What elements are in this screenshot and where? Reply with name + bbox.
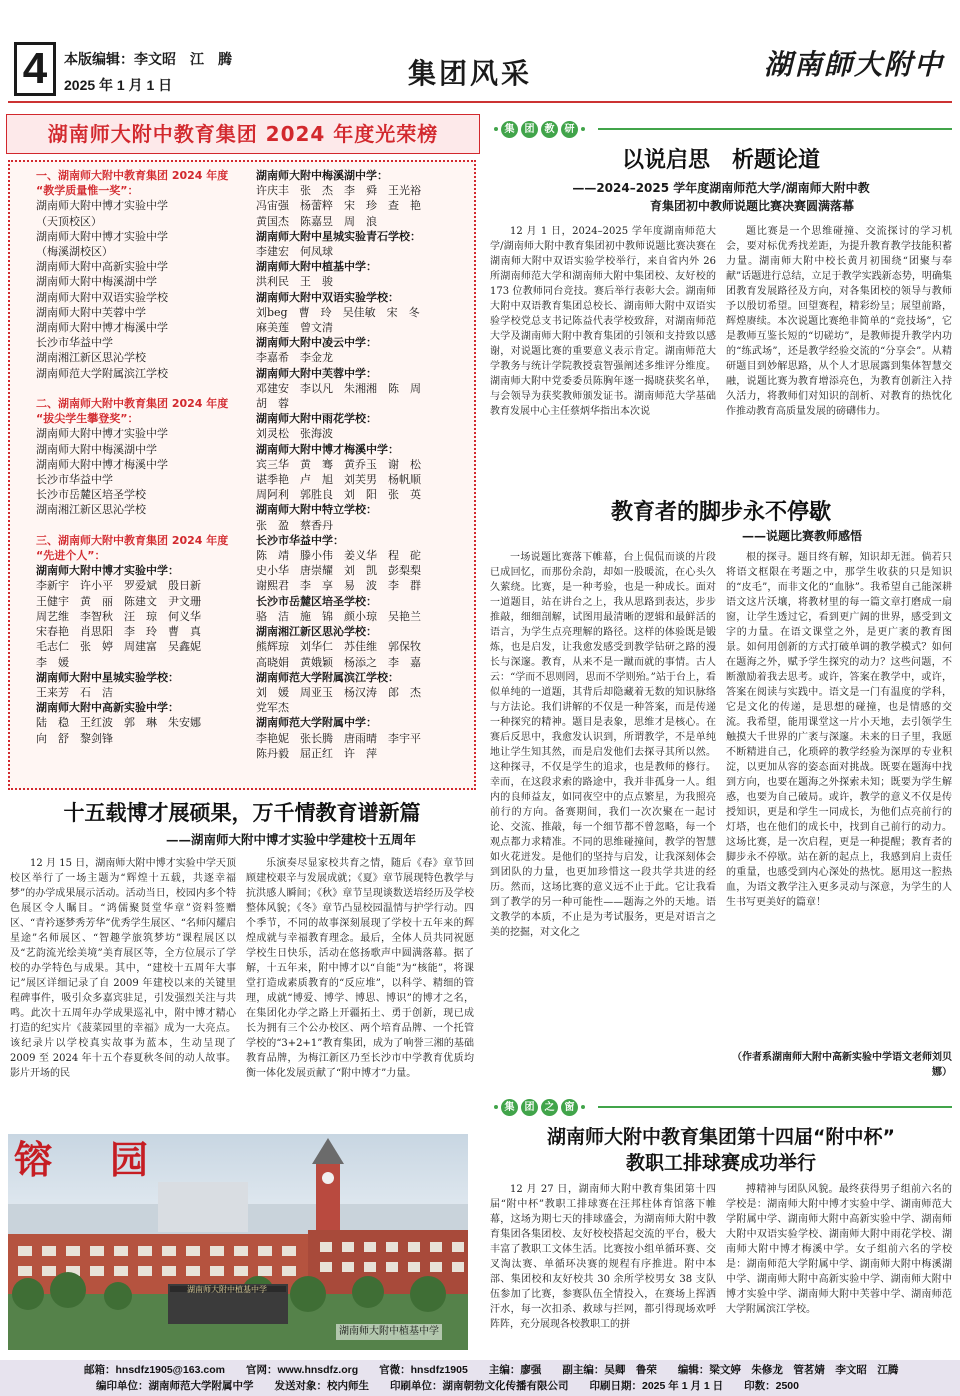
honor-school-heading: 湖南师大附中特立学校： xyxy=(256,503,377,517)
photo-caption: 湖南师大附中植基中学 xyxy=(336,1324,442,1340)
gate-text: 湖南师大附中植基中学 xyxy=(187,1285,267,1294)
article1-subtitle-2: 育集团初中教师说题比赛决赛圆满落幕 xyxy=(649,199,854,213)
honor-entry: （天顶校区） xyxy=(36,214,102,228)
honor-entry: 冯宙强 杨蕾粹 宋 珍 查 艳 xyxy=(256,199,421,213)
honor-school-heading: 长沙市华益中学： xyxy=(256,533,344,547)
article2-title: 教育者的脚步永不停歇 xyxy=(610,500,831,525)
honor-entry: 刘 媛 周亚玉 杨汉涛 郎 杰 xyxy=(256,685,421,699)
tag-team-research xyxy=(494,118,585,140)
honor-entry: 湖南师大附中博才实验中学 xyxy=(36,199,168,213)
footer-contact-line: 邮箱：hnsdfz1905@163.com 官网：www.hnsdfz.org 官微：hnsdfz1905 主编：廖强 副主编：吴卿 鲁荣 编辑：梁文婷 朱修龙 管茗婧 李文昭 江腾 xyxy=(84,1364,899,1376)
honor-category-heading: “拔尖学生攀登奖”： xyxy=(36,412,139,426)
honor-category-heading: “先进个人”： xyxy=(36,549,106,563)
honor-school-heading: 湖南师大附中双语实验学校： xyxy=(256,290,399,304)
page-number: 4 xyxy=(14,42,56,96)
tag-char: 团 xyxy=(521,1099,538,1116)
tag-rule xyxy=(598,128,952,130)
honor-entry: 湖南师大附中梅溪湖中学 xyxy=(36,442,157,456)
tag-rule xyxy=(598,1106,952,1108)
honor-school-heading: 湖南师大附中星城实验学校： xyxy=(36,670,179,684)
honor-entry: 熊辉琼 刘华仁 苏佳维 郭保牧 xyxy=(256,640,421,654)
honor-entry: 许庆丰 张 杰 李 舜 王光裕 xyxy=(256,184,421,198)
article1-title: 以说启思 析题论道 xyxy=(621,148,820,173)
honor-entry: 湖南师大附中博才梅溪中学 xyxy=(36,321,168,335)
photo-title: 镕 园 xyxy=(14,1137,159,1182)
article1-subtitle-1: ——2024–2025 学年度湖南师范大学/湖南师大附中教 xyxy=(572,181,870,195)
honor-entry: 湖南师大附中高新实验中学 xyxy=(36,260,168,274)
honor-entry: 李艳妮 张长腾 唐雨晴 李宇平 xyxy=(256,731,421,745)
tag-char: 研 xyxy=(561,121,578,138)
honor-entry: 张 盈 蔡香丹 xyxy=(256,518,333,532)
honor-school-heading: 湖南师大附中高新实验中学： xyxy=(36,701,179,715)
honor-entry: 刘灵松 张海波 xyxy=(256,427,333,441)
honor-entry: 宋春艳 肖思阳 李 玲 曹 真 xyxy=(36,625,201,639)
honor-entry: 邓建安 李以凡 朱湘湘 陈 周 xyxy=(256,381,421,395)
honor-entry: 湖南师大附中芙蓉中学 xyxy=(36,305,146,319)
article1-text-col1: 12 月 1 日，2024–2025 学年度湖南师范大学/湖南师大附中教育集团初中教师说题比赛决赛在湖南师大附中双语实验学校举行，来自省内外 26 所湖南师范大学和湖南师大附中集团校、友好校的 173 位教师同台竞技。赛后举行表彰大会。湖南师大附中双语教育集团总校长、湖南师大附中双语实验学校党总支书记陈益代表学校致辞，对湖南师范大学及湖南师大附中教育集团的引领和支持致以感谢，对说题比赛的重要意义表示肯定。湖南师范大学教务与统计学院教授袁智强阐述多维评分维度。湖南师大附中党委委员陈胸年逐一揭晓获奖名单，与会领导为获奖教师颁发证书。湖南师范大学基础教育发展中心主任蔡炳华指出本次说 xyxy=(490,226,716,417)
article4-text-col2: 搏精神与团队风貌。最终获得男子组前六名的学校是：湖南师大附中博才实验中学、湖南师范大学附属中学、湖南师大附中高新实验中学、湖南师大附中双语实验学校、湖南师大附中雨花学校、湖南师大附中博才梅溪中学。女子组前六名的学校是：湖南师范大学附属中学、湖南师大附中梅溪湖中学、湖南师大附中高新实验中学、湖南师大附中博才实验中学、湖南师大附中芙蓉中学、湖南师范大学附属滨江学校。 xyxy=(726,1184,952,1315)
masthead-logo: 湖南師大附中 xyxy=(764,48,945,81)
footer-print-line: 编印单位：湖南师范大学附属中学 发送对象：校内师生 印刷单位：湖南朝勃文化传播有限公司 印刷日期：2025 年 1 月 1 日 印数：2500 xyxy=(96,1380,799,1392)
honor-entry: 湖南湘江新区思沁学校 xyxy=(36,351,146,365)
honor-entry: 长沙市岳麓区培圣学校 xyxy=(36,488,146,502)
honor-entry: 湖南湘江新区思沁学校 xyxy=(36,503,146,517)
honor-school-heading: 湖南师范大学附属滨江学校： xyxy=(256,670,399,684)
article3-text-col2: 乐演奏尽显家校共育之情，随后《春》章节回顾建校艰辛与发展成就；《夏》章节展现特色教学与抗洪感人瞬间；《秋》章节呈现谈数送培经历及学校整体风貌；《冬》章节凸显校园温情与护学行动。四个季节，不同的故事深刻展现了学校十五年来的辉煌成就与幸福教育理念。最后，全体人员共同祝愿学校生日快乐，活动在悠扬歌声中圆满落幕。据了解，十五年来，附中博才以“自能”为“核能”，将课堂打造成素质教育的“反应堆”，以科学、精细的管理，成就“博爱、博学、博思、博识”的博才之名，在集团化办学之路上开疆拓土、勇于创新，现已成长为拥有三个公办校区、两个培育品牌、一个托管学校的“3+2+1”教育集团，成为了响誉三湘的基础教育品牌，为梅江新区乃至长沙市中学教育优质均衡一体化发展贡献了“附中博才”力量。 xyxy=(246,858,474,1079)
honor-entry: 湖南师大附中双语实验学校 xyxy=(36,290,168,304)
section-title: 集团风采 xyxy=(408,57,533,90)
article1-text-col2: 题比赛是一个思维碰撞、交流探讨的学习机会，要对标优秀找差距，为提升教育教学技能积蓄力量。湖南师大附中校长黄月初围绕“团聚与奉献”话题进行总结，立足于教学实践新态势，明确集团教育发展路径及方向，对各集团校的领导与教师予以殷切希望。回望赛程，精彩纷呈；展望前路，辉煌赓续。本次说题比赛绝非简单的“竞技场”，它是教师互鉴长短的“切磋坊”，是教师提升教学内功的“练武场”，还是教学经验交流的“分享会”。从精研题目到妙解思路，从个人才思展露到集体智慧交融，说题比赛为教育增添亮色，为教育创新注入持久活力，将教师们对知识的剖析、对教育的热忱化作推动教育高质量发展的磅礴伟力。 xyxy=(726,226,952,417)
honor-category-heading: 二、湖南师大附中教育集团 2024 年度 xyxy=(36,397,229,411)
honor-school-heading: 湖南师大附中星城实验青石学校： xyxy=(256,229,421,243)
honor-entry: 湖南师大附中博才梅溪中学 xyxy=(36,457,168,471)
honor-school-heading: 湖南师大附中凌云中学： xyxy=(256,336,377,350)
tag-char: 集 xyxy=(501,1099,518,1116)
honor-entry: 麻美莲 曾文清 xyxy=(256,321,333,335)
tag-group-window xyxy=(494,1096,585,1118)
honor-school-heading: 湖南师范大学附属中学： xyxy=(256,716,377,730)
issue-date: 2025 年 1 月 1 日 xyxy=(64,77,173,93)
editor-line: 本版编辑：李文昭 江 腾 xyxy=(64,51,232,67)
article4-title-1: 湖南师大附中教育集团第十四届“附中杯” xyxy=(547,1126,895,1148)
honor-school-heading: 湖南师大附中雨花学校： xyxy=(256,412,377,426)
honor-entry: 史小华 唐崇耀 刘 凯 彭梨梨 xyxy=(256,564,421,578)
honor-category-heading: “教学质量惟一奖”： xyxy=(36,184,139,198)
article4-text-col1: 12 月 27 日，湖南师大附中教育集团第十四届“附中杯”教职工排球赛在汪邦柱体育馆落下帷幕，这场为期七天的排球盛会，为湖南师大附中教育集团各集团校、友好校校搭起交流的平台，极大丰富了教职工文体生活。比赛按小组单循环赛、交叉淘汰赛、单循环决赛的规程有序推进。附中本部、集团校和友好校共 30 余所学校男女 38 支队伍参加了比赛，参赛队伍全情投入，在赛场上挥洒汗水，每一次扣杀、救球与拦网，都引得现场欢呼阵阵，充分展现各校教职工的拼 xyxy=(490,1184,716,1330)
article2-text-col1: 一场说题比赛落下帷幕，台上侃侃而谈的片段已成回忆，而那份余韵，却如一股暖流，在心头久久萦绕。比赛，是一种考验，也是一种成长。面对一道题目，站在讲台之上，我从思路到表达，步步推敲，细细剖解，试图用最清晰的逻辑和最鲜活的语言，为学生点亮理解的路径。这样的体验既是锻炼，也是启发，让我愈发感受到教学钻研之路的漫长与深邃。教育，从来不是一蹴而就的事情。古人云：“学而不思则罔，思而不学则殆。”站于台上，看似单纯的一道题，其背后却隐藏着无数的知识脉络与方法论。我们讲解的不仅是一种答案，而是传递一种探究的精神。题目是表象，思维才是核心。在赛后反思中，我愈发认识到，所谓教学，不是单纯地让学生知其然，而是启发他们去探寻其所以然。这种探寻，不仅是学生的追求，也是教师的修行。幸而，在这段求索的路途中，我并非孤身一人。组内的良师益友，如同夜空中的点点繁星，为我照亮前行的方向。备赛期间，我们一次次聚在一起讨论、交流、推敲，每一个细节都不曾忽略，每一个观点都力求精准。不同的思维碰撞间，教学的智慧如火花迸发。是他们的坚持与启发，让我深刻体会到团队的力量，也更加珍惜这一段共学共进的经历。然而，这场比赛的意义远不止于此。它让我看到了教学的另一种可能性——题海之外的天地。语文教学的本质，不止是为考试服务，更是对语言之美的挖掘，对文化之 xyxy=(490,552,716,938)
honor-entry: 李 媛 xyxy=(36,655,69,669)
honor-column-1 xyxy=(36,168,228,746)
article2-subtitle: ——说题比赛教师感悟 xyxy=(741,529,862,543)
honor-entry: （梅溪湖校区） xyxy=(36,245,113,259)
honor-entry: 周艺维 李智秋 汪 琼 何义华 xyxy=(36,609,201,623)
header-rule xyxy=(8,101,952,103)
honor-column-2 xyxy=(256,168,421,761)
honor-entry: 湖南师大附中梅溪湖中学 xyxy=(36,275,157,289)
article3-text-col1: 12 月 15 日，湖南师大附中博才实验中学天顶校区举行了一场主题为“辉煌十五载，共逐幸福梦”的办学成果展示活动。活动当日，校园内多个特色展区令人瞩目。“鸿儒聚贤堂华章”资料签赠区、“青衿逐梦秀芳华”优秀学生展区、“名师闪耀启星途”名师展区、“智趣学旅筑梦坊”课程展区以及“艺韵流光绘美境”美育展区等，全方位展示了学校的办学特色与成果。其中，“建校十五周年大事记”展区详细记录了自 2009 年建校以来的关键里程碑事件，吸引众多嘉宾驻足，引发强烈关注与共鸣。此次十五周年办学成果巡礼中，附中博才精心打造的纪实片《菠菜园里的幸福》成为一大亮点。该纪录片以学校真实故事为蓝本，生动呈现了 2009 至 2024 年十五个春夏秋冬间的动人故事。影片开场的民 xyxy=(10,858,236,1079)
honor-entry: 党军杰 xyxy=(256,701,289,715)
honor-entry: 谌季艳 卢 旭 刘芙男 杨帆顺 xyxy=(256,473,421,487)
honor-school-heading: 湖南师大附中博才实验中学： xyxy=(36,564,179,578)
honor-school-heading: 湖南师大附中梅溪湖中学： xyxy=(256,169,388,182)
honor-entry: 长沙市华益中学 xyxy=(36,473,113,487)
honor-entry: 洪利民 王 骏 xyxy=(256,275,333,289)
honor-entry: 周阿利 郭胜良 刘 阳 张 英 xyxy=(256,488,421,502)
tag-char: 窗 xyxy=(561,1099,578,1116)
honor-entry: 李嘉希 李金龙 xyxy=(256,351,333,365)
honor-entry: 湖南师范大学附属滨江学校 xyxy=(36,366,168,380)
honor-school-heading: 湖南湘江新区思沁学校： xyxy=(256,625,377,639)
tag-char: 教 xyxy=(541,121,558,138)
honor-school-heading: 湖南师大附中植基中学： xyxy=(256,260,377,274)
honor-roll-title: 湖南师大附中教育集团 2024 年度光荣榜 xyxy=(6,114,480,154)
honor-entry: 宾三华 黄 骞 黄乔玉 谢 松 xyxy=(256,457,421,471)
honor-school-heading: 湖南师大附中博才梅溪中学： xyxy=(256,442,399,456)
honor-entry: 陆 稳 王红波 郭 琳 朱安娜 xyxy=(36,716,201,730)
tag-char: 团 xyxy=(521,121,538,138)
honor-entry: 陈 靖 滕小伟 姜义华 程 砣 xyxy=(256,549,421,563)
honor-entry: 谢熙君 李 享 易 波 李 群 xyxy=(256,579,421,593)
honor-entry: 陈丹毅 屈正红 许 萍 xyxy=(256,746,377,760)
honor-entry xyxy=(36,381,228,396)
honor-entry: 湖南师大附中博才实验中学 xyxy=(36,229,168,243)
tag-char: 之 xyxy=(541,1099,558,1116)
honor-school-heading: 湖南师大附中芙蓉中学： xyxy=(256,366,377,380)
honor-entry: 湖南师大附中博才实验中学 xyxy=(36,427,168,441)
footer xyxy=(0,1360,960,1396)
honor-entry: 毛志仁 张 婷 周建富 吴鑫妮 xyxy=(36,640,201,654)
article2-text-col2: 根的探寻。题目终有解，知识却无涯。倘若只将语文框限在考题之中，那学生收获的只是知识的“皮毛”，而非文化的“血脉”。我希望自己能深耕语文这片沃壤，将教材里的每一篇文章打磨成一扇窗，让学生透过它，看到更广阔的世界，感受到文字的力量。在语文课堂之外，是更广袤的教育图景。如何用创新的方式打破单调的教学模式？如何在题海之外，赋予学生探究的动力？这些问题，不断激励着我去思考。或许，答案在教学中，或许，答案在阅读与实践中。语文是一门有温度的学科，它是文化的传递，是思想的碰撞，也是情感的交流。我希望，能用课堂这一片小天地，去引领学生触摸大千世界的广袤与深邃。未来的日子里，我愿不断精进自己，化琐碎的教学经验为深厚的专业积淀，以更加从容的姿态面对挑战。既要在题海中找到方向，也要在题海之外探索未知；既要为学生解惑，也要为自己破局。或许，教学的意义不仅是传授知识，更是和学生一同成长，为他们点亮前行的灯塔，也在他们的成长中，找到自己前行的动力。这场比赛，是一次启程，更是一种提醒；教育者的脚步永不停歇。站在新的起点上，我感到肩上责任的重量，也感受到内心深处的热忱。愿用这一腔热血，为语文教学注入更多灵动与深意，为学生的人生书写更美好的篇章！ xyxy=(726,552,952,908)
article3-title: 十五载博才展硕果，万千情教育谱新篇 xyxy=(63,801,421,825)
article2-author: （作者系湖南师大附中高新实验中学语文老师刘贝娜） xyxy=(732,1052,952,1078)
honor-entry: 黄国杰 陈嘉昱 周 浪 xyxy=(256,214,377,228)
honor-entry: 刘beg 曹 玲 吴佳敏 宋 冬 xyxy=(256,305,420,319)
article3-subtitle: ——湖南师大附中博才实验中学建校十五周年 xyxy=(165,832,416,847)
tag-char: 集 xyxy=(501,121,518,138)
honor-category-heading: 一、湖南师大附中教育集团 2024 年度 xyxy=(36,169,229,182)
honor-entry: 李建宏 何凤球 xyxy=(256,245,333,259)
honor-roll-box xyxy=(8,160,476,790)
honor-entry: 李新宇 许小平 罗爱斌 殷日新 xyxy=(36,579,201,593)
honor-category-heading: 三、湖南师大附中教育集团 2024 年度 xyxy=(36,533,229,547)
honor-entry: 王来芳 石 洁 xyxy=(36,685,113,699)
honor-entry: 骆 洁 施 锦 颜小琼 吴艳兰 xyxy=(256,609,421,623)
honor-entry: 长沙市华益中学 xyxy=(36,336,113,350)
honor-entry xyxy=(36,518,228,533)
honor-entry: 王健宇 黄 丽 陈建文 尹文珊 xyxy=(36,594,201,608)
honor-entry: 向 舒 黎剑锋 xyxy=(36,731,113,745)
honor-entry: 高晓娟 黄娥颖 杨添之 李 嘉 xyxy=(256,655,421,669)
article4-title-2: 教职工排球赛成功举行 xyxy=(625,1152,816,1174)
honor-school-heading: 长沙市岳麓区培圣学校： xyxy=(256,594,377,608)
honor-entry: 胡 蓉 xyxy=(256,397,289,411)
